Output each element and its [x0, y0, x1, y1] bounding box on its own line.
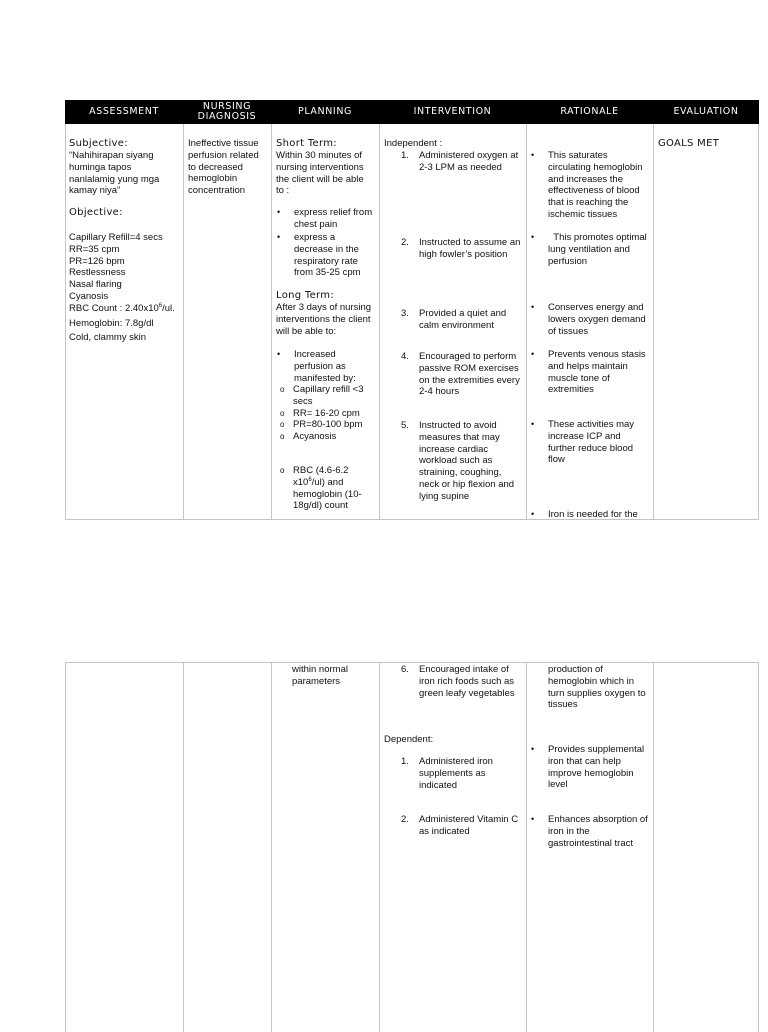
header-assessment: ASSESSMENT: [89, 106, 159, 117]
long-term-goal: After 3 days of nursing interventions the client will be able to:: [276, 302, 372, 337]
bullet-icon: •: [531, 232, 535, 242]
criteria-acyanosis: Acyanosis: [293, 431, 337, 443]
intervention-item-6: [401, 664, 523, 699]
grid-line: [65, 519, 759, 520]
rbc-count-unit: /ul.: [162, 302, 175, 314]
intervention-item-2: [401, 237, 523, 261]
rationale-item-3: [531, 302, 650, 337]
table-header-row: [65, 100, 759, 124]
dependent-item-1: [401, 756, 523, 791]
criteria-item: [280, 431, 373, 443]
short-term-outcome-2: [277, 232, 374, 279]
dependent-label: Dependent:: [384, 734, 434, 745]
bullet-icon: •: [277, 207, 281, 217]
grid-line: [183, 124, 184, 520]
intervention-text: Provided a quiet and calm environment: [419, 308, 507, 331]
grid-line: [271, 662, 272, 1032]
nursing-diagnosis-text: Ineffective tissue perfusion related to decreased hemoglobin concentration: [188, 138, 259, 197]
long-term-criteria: [280, 384, 373, 512]
rationale-item-2: [531, 232, 652, 267]
bullet-icon: •: [531, 744, 535, 754]
criteria-item: [280, 419, 373, 431]
rbc-count: [69, 303, 181, 315]
independent-label: Independent :: [384, 138, 443, 149]
grid-line: [65, 662, 66, 1032]
grid-line: [271, 124, 272, 520]
bullet-icon: •: [531, 150, 535, 160]
criteria-rbc-rest: /ul) and hemoglobin (10-18g/dl) count: [293, 476, 362, 512]
intervention-number: 1.: [401, 150, 409, 161]
short-term-label: Short Term:: [276, 138, 337, 149]
grid-line: [65, 662, 759, 663]
intervention-text: Encouraged to perform passive ROM exercises on the extremities every 2-4 hours: [419, 351, 520, 398]
grid-line: [653, 124, 654, 520]
rbc-count-value: RBC Count : 2.40x10: [69, 302, 159, 314]
rationale-continuation: production of hemoglobin which in turn supplies oxygen to tissues: [548, 664, 646, 711]
criteria-item: [280, 384, 373, 408]
hemoglobin: Hemoglobin: 7.8g/dl: [69, 317, 154, 329]
intervention-number: 1.: [401, 756, 409, 767]
intervention-text: Administered Vitamin C as indicated: [419, 814, 519, 837]
grid-line: [758, 662, 759, 1032]
respiratory-rate: RR=35 cpm: [69, 243, 120, 255]
dependent-item-2: [401, 814, 523, 838]
nasal-flaring: Nasal flaring: [69, 279, 122, 291]
rbc-count-exponent: 6: [158, 302, 163, 309]
grid-line: [183, 662, 184, 1032]
care-plan-table-page-1: [65, 100, 759, 520]
bullet-icon: •: [531, 419, 535, 429]
criteria-rr: RR= 16-20 cpm: [293, 407, 360, 419]
grid-line: [379, 662, 380, 1032]
header-intervention: INTERVENTION: [413, 106, 492, 117]
objective-label: Objective:: [69, 207, 123, 218]
short-term-outcome-1: [277, 207, 374, 231]
planning-continuation: within normal parameters: [292, 664, 348, 687]
intervention-item-5: [401, 420, 523, 503]
header-diagnosis-line1: NURSING: [202, 101, 252, 112]
circle-bullet-icon: o: [280, 432, 285, 442]
cold-clammy-skin: Cold, clammy skin: [69, 332, 147, 344]
grid-line: [379, 124, 380, 520]
rationale-text: This saturates circulating hemoglobin and increases the effectiveness of blood that is reaching the ischemic tissues: [548, 150, 643, 220]
intervention-text: Administered iron supplements as indicated: [419, 756, 493, 791]
header-evaluation: EVALUATION: [673, 106, 739, 117]
circle-bullet-icon: o: [280, 385, 285, 394]
grid-line: [65, 124, 66, 520]
criteria-rbc-exponent: 6: [308, 476, 312, 483]
circle-bullet-icon: o: [280, 420, 285, 430]
care-plan-table-page-2: [65, 662, 759, 1032]
objective-findings: [69, 232, 181, 344]
short-term-outcome-1-text: express relief from chest pain: [294, 207, 373, 230]
criteria-item: [280, 464, 373, 512]
short-term-outcome-2-text: express a decrease in the respiratory rate from 35-25 cpm: [294, 232, 361, 279]
intervention-text: Instructed to avoid measures that may increase cardiac workload such as straining, coughing, neck or hip flexion and lying supine: [419, 420, 515, 502]
grid-line: [758, 124, 759, 520]
rationale-text: Enhances absorption of iron in the gastrointestinal tract: [548, 814, 648, 849]
criteria-pr: PR=80-100 bpm: [293, 419, 363, 431]
rationale-item-1: [531, 150, 650, 221]
rationale-text: Iron is needed for the: [548, 509, 638, 520]
criteria-rbc: RBC (4.6-6.2 x10: [293, 464, 349, 488]
rationale-item-6: [531, 509, 652, 521]
grid-line: [653, 662, 654, 1032]
intervention-item-1: [401, 150, 523, 174]
bullet-icon: •: [277, 349, 281, 359]
intervention-number: 5.: [401, 420, 409, 431]
intervention-text: Encouraged intake of iron rich foods such as green leafy vegetables: [419, 664, 515, 699]
rationale-text: This promotes optimal lung ventilation and perfusion: [548, 232, 650, 267]
header-rationale: RATIONALE: [560, 106, 619, 117]
intervention-number: 2.: [401, 814, 409, 825]
bullet-icon: •: [531, 349, 535, 359]
grid-line: [526, 662, 527, 1032]
rationale-text: These activities may increase ICP and further reduce blood flow: [548, 419, 635, 466]
rationale-text: Prevents venous stasis and helps maintain muscle tone of extremities: [548, 349, 646, 396]
rationale-item-4: [531, 349, 650, 396]
header-nursing-diagnosis: [183, 100, 271, 124]
evaluation-text: GOALS MET: [658, 138, 720, 149]
circle-bullet-icon: o: [280, 408, 285, 418]
rationale-dependent-2: [531, 814, 650, 849]
bullet-icon: •: [531, 814, 535, 824]
header-planning: PLANNING: [297, 106, 353, 117]
subjective-label: Subjective:: [69, 138, 128, 149]
rationale-dependent-1: [531, 744, 650, 791]
rationale-text: Provides supplemental iron that can help improve hemoglobin level: [548, 744, 645, 791]
subjective-quote: “Nahihirapan siyang huminga tapos nanlalamig yung mga kamay niya”: [69, 150, 160, 197]
intervention-text: Administered oxygen at 2-3 LPM as needed: [419, 150, 519, 173]
long-term-outcome: [277, 349, 374, 384]
intervention-text: Instructed to assume an high fowler’s position: [419, 237, 521, 260]
capillary-refill: Capillary Refill=4 secs: [69, 232, 163, 243]
cyanosis: Cyanosis: [69, 290, 109, 302]
bullet-icon: •: [531, 509, 535, 519]
bullet-icon: •: [531, 302, 535, 312]
pulse-rate: PR=126 bpm: [69, 255, 125, 267]
intervention-number: 3.: [401, 308, 409, 319]
bullet-icon: •: [277, 232, 281, 242]
intervention-number: 4.: [401, 351, 409, 362]
intervention-number: 2.: [401, 237, 409, 248]
rationale-item-5: [531, 419, 650, 466]
long-term-label: Long Term:: [276, 290, 334, 301]
criteria-item: [280, 407, 373, 420]
criteria-capillary-refill: Capillary refill <3 secs: [293, 384, 364, 407]
circle-bullet-icon: o: [280, 465, 285, 475]
intervention-number: 6.: [401, 664, 409, 675]
intervention-item-4: [401, 351, 523, 398]
rationale-text: Conserves energy and lowers oxygen demand of tissues: [548, 302, 646, 337]
intervention-item-3: [401, 308, 523, 332]
header-diagnosis-line2: DIAGNOSIS: [197, 111, 257, 122]
long-term-outcome-text: Increased perfusion as manifested by:: [294, 349, 356, 384]
short-term-goal: Within 30 minutes of nursing interventions the client will be able to :: [276, 150, 364, 197]
grid-line: [526, 124, 527, 520]
restlessness: Restlessness: [69, 267, 126, 279]
